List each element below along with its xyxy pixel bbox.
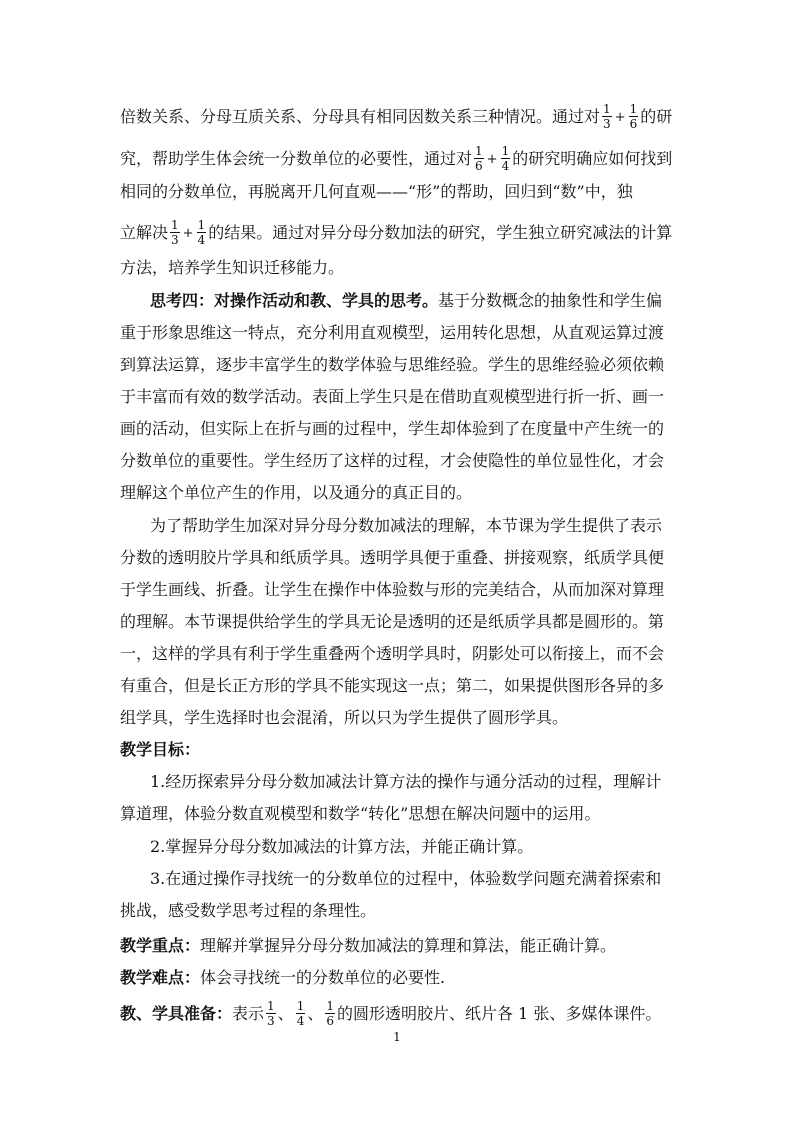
preparation-line <box>120 1000 661 1029</box>
text-run: 究，帮助学生体会统一分数单位的必要性，通过对 <box>120 149 473 168</box>
p3-line2: 分数的透明胶片学具和纸质学具。透明学具便于重叠、拼接观察，纸质学具便 <box>120 548 665 567</box>
separator: 、 <box>277 1004 294 1023</box>
difficulty-point <box>120 968 445 988</box>
text-run: 的研 <box>640 107 673 126</box>
separator: 、 <box>307 1004 324 1023</box>
p2-line2: 重于形象思维这一特点，充分利用直观模型，运用转化思想，从直观运算过渡 <box>120 323 665 342</box>
goal-3-line1: 3.在通过操作寻找统一的分数单位的过程中，体验数学问题充满着探索和 <box>150 869 662 888</box>
text-run: 立解决 <box>120 223 169 242</box>
p2-line6: 分数单位的重要性。学生经历了这样的过程，才会使隐性的单位显性化，才会 <box>120 451 665 470</box>
p1-line1 <box>120 103 672 132</box>
key-point-label: 教学重点： <box>120 936 201 955</box>
p2-line7: 理解这个单位产生的作用，以及通分的真正目的。 <box>120 483 473 502</box>
goal-3-line2: 挑战，感受数学思考过程的条理性。 <box>120 901 377 920</box>
plus-sign: + <box>614 109 626 125</box>
goals-heading: 教学目标： <box>120 740 201 759</box>
plus-sign: + <box>486 151 498 167</box>
plus-sign: + <box>182 225 194 241</box>
p3-line6: 有重合，但是长正方形的学具不能实现这一点；第二，如果提供图形各异的多 <box>120 676 665 695</box>
page-number: 1 <box>393 1030 401 1044</box>
p2-line4: 于丰富而有效的数学活动。表面上学生只是在借助直观模型进行折一折、画一 <box>120 387 665 406</box>
difficulty-text: 体会寻找统一的分数单位的必要性. <box>200 968 446 987</box>
goal-2: 2.掌握异分母分数加减法的计算方法，并能正确计算。 <box>150 837 534 856</box>
fraction-one-fourth: $\frac{1}{4}$ <box>296 999 305 1028</box>
text-run: 的圆形透明胶片、纸片各 1 张、多媒体课件。 <box>336 1004 662 1023</box>
p3-line7: 组学具，学生选择时也会混淆，所以只为学生提供了圆形学具。 <box>120 708 569 727</box>
fraction-one-third: $\frac{1}{3}$ <box>267 999 275 1028</box>
p1-line5: 方法，培养学生知识迁移能力。 <box>120 258 345 277</box>
text-run: 基于分数概念的抽象性和学生偏 <box>438 291 663 310</box>
p3-line1: 为了帮助学生加深对异分母分数加减法的理解，本节课为学生提供了表示 <box>150 516 663 535</box>
text-run: 倍数关系、分母互质关系、分母具有相同因数关系三种情况。通过对 <box>120 107 601 126</box>
difficulty-label: 教学难点： <box>120 968 201 987</box>
key-point-text: 理解并掌握异分母分数加减法的算理和算法，能正确计算。 <box>200 936 617 955</box>
section-heading: 思考四：对操作活动和教、学具的思考。 <box>150 291 439 310</box>
preparation-label: 教、学具准备： <box>120 1004 233 1023</box>
p3-line5: 一，这样的学具有利于学生重叠两个透明学具时，阴影处可以衔接上，而不会 <box>120 644 665 663</box>
p1-line4 <box>120 219 672 248</box>
p2-line5: 画的活动，但实际上在折与画的过程中，学生却体验到了在度量中产生统一的 <box>120 419 665 438</box>
text-run: 的结果。通过对异分母分数加法的研究，学生独立研究减法的计算 <box>208 223 673 242</box>
p2-line1 <box>150 291 662 311</box>
text-run: 的研究明确应如何找到 <box>512 149 673 168</box>
key-point <box>120 936 616 956</box>
fraction-one-sixth: $\frac{1}{6}$ <box>629 102 638 131</box>
p1-line2 <box>120 145 672 174</box>
p3-line4: 的理解。本节课提供给学生的学具无论是透明的还是纸质学具都是圆形的。第 <box>120 612 665 631</box>
goal-1-line1: 1.经历探索异分母分数加减法计算方法的操作与通分活动的过程，理解计 <box>150 772 662 791</box>
text-run: 表示 <box>232 1004 265 1023</box>
fraction-one-third: $\frac{1}{3}$ <box>171 218 179 247</box>
fraction-one-fourth: $\frac{1}{4}$ <box>501 144 510 173</box>
p1-line3: 相同的分数单位，再脱离开几何直观——“形”的帮助，回归到“数”中，独 <box>120 182 633 201</box>
fraction-one-fourth: $\frac{1}{4}$ <box>197 218 206 247</box>
goal-1-line2: 算道理，体验分数直观模型和数学“转化”思想在解决问题中的运用。 <box>120 804 601 823</box>
p3-line3: 于学生画线、折叠。让学生在操作中体验数与形的完美结合，从而加深对算理 <box>120 580 665 599</box>
p2-line3: 到算法运算，逐步丰富学生的数学体验与思维经验。学生的思维经验必须依赖 <box>120 355 665 374</box>
fraction-one-sixth: $\frac{1}{6}$ <box>475 144 483 173</box>
fraction-one-third: $\frac{1}{3}$ <box>603 102 611 131</box>
fraction-one-sixth: $\frac{1}{6}$ <box>326 999 334 1028</box>
